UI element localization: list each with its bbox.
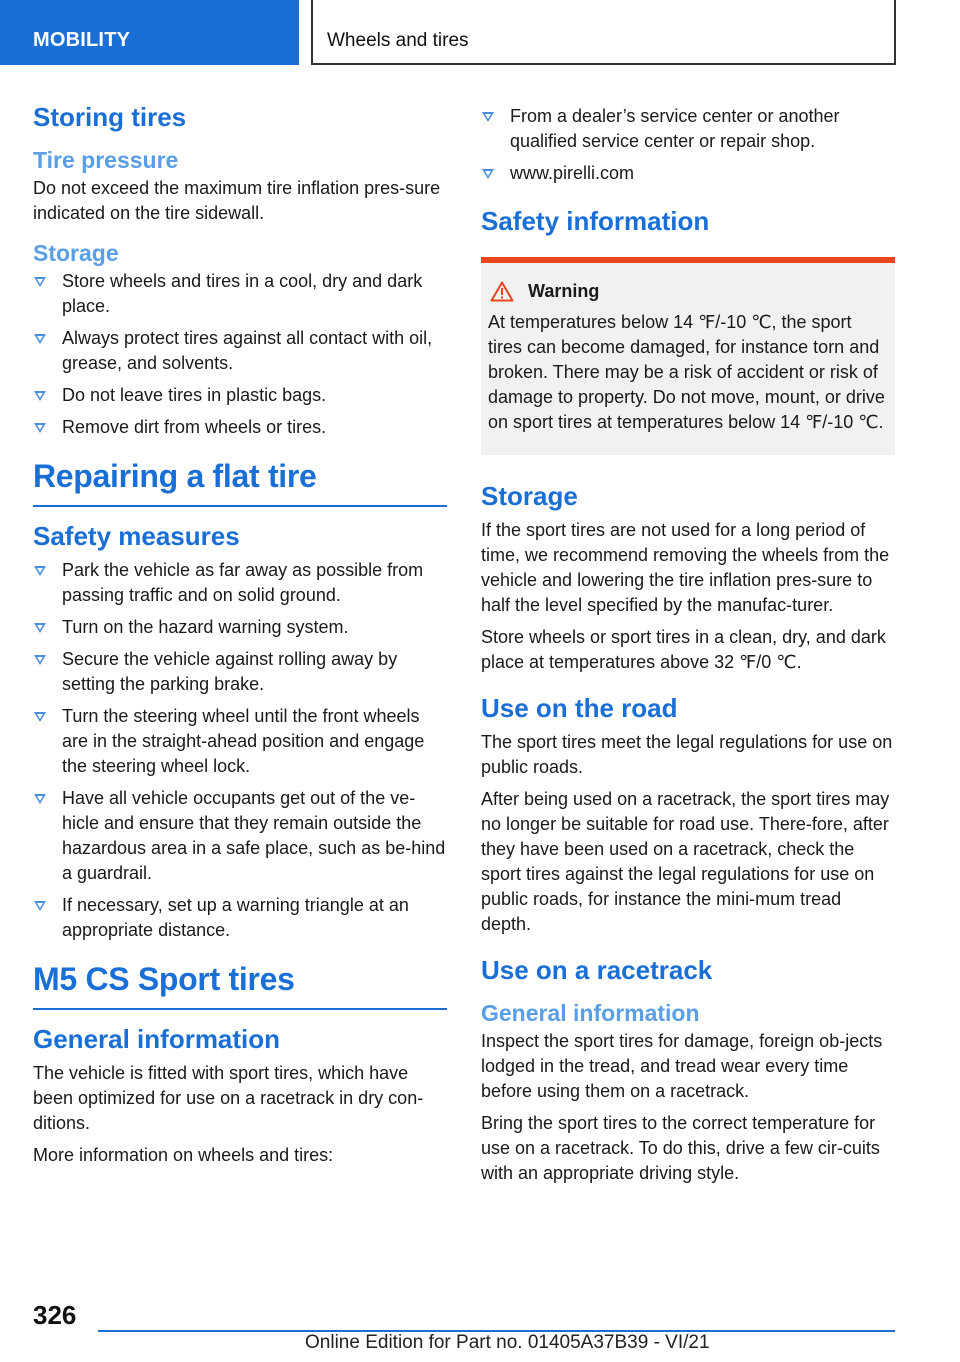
road-text-1: The sport tires meet the legal regulations for use on public roads. xyxy=(481,732,893,777)
repairing-flat-tire-heading: Repairing a flat tire xyxy=(33,458,447,507)
storage-heading: Storage xyxy=(33,240,119,266)
warning-label: Warning xyxy=(528,281,600,301)
bullet-triangle-icon xyxy=(34,623,46,633)
warning-title xyxy=(488,281,885,302)
footer-edition: Online Edition for Part no. 01405A37B39 - VI/21 xyxy=(305,1332,710,1353)
general-information-text: The vehicle is fitted with sport tires, which have been optimized for use on a racetrack in dry con-ditions. xyxy=(33,1063,424,1133)
right-column xyxy=(481,100,895,1193)
list-item: Remove dirt from wheels or tires. xyxy=(33,415,447,440)
more-information-text: More information on wheels and tires: xyxy=(33,1145,334,1165)
storage-heading: Storage xyxy=(481,481,578,511)
list-item: Park the vehicle as far away as possible from passing traffic and on solid ground. xyxy=(33,558,447,608)
bullet-triangle-icon xyxy=(34,391,46,401)
more-information-list xyxy=(481,104,895,186)
storing-tires-heading: Storing tires xyxy=(33,102,187,132)
list-item: Always protect tires against all contact with oil, grease, and solvents. xyxy=(33,326,447,376)
bullet-triangle-icon xyxy=(34,655,46,665)
list-item: Store wheels and tires in a cool, dry and dark place. xyxy=(33,269,447,319)
use-on-road-heading: Use on the road xyxy=(481,693,678,723)
bullet-triangle-icon xyxy=(34,794,46,804)
list-item: Do not leave tires in plastic bags. xyxy=(33,383,447,408)
warning-text: At temperatures below 14 ℉/-10 ℃, the sport tires can become damaged, for instance torn and broken. There may be a risk of accident or risk of damage to property. Do not move, mount, or drive on sport tires at temperatures below 14 ℉/-10 ℃. xyxy=(488,312,885,432)
list-item: www.pirelli.com xyxy=(481,161,895,186)
safety-measures-list xyxy=(33,558,447,943)
storage-text-2: Store wheels or sport tires in a clean, dry, and dark place at temperatures above 32 ℉/0 ℃. xyxy=(481,627,886,672)
storage-text-1: If the sport tires are not used for a long period of time, we recommend removing the wheels from the vehicle and lowering the tire inflation pres-sure to half the level specified by the manufac-turer. xyxy=(481,520,890,615)
bullet-triangle-icon xyxy=(34,423,46,433)
page-number: 326 xyxy=(33,1300,77,1330)
list-item: Have all vehicle occupants get out of the ve-hicle and ensure that they remain outside the hazardous area in a safe place, such as be-hind a guardrail. xyxy=(33,786,447,886)
chapter-title: Wheels and tires xyxy=(311,0,896,65)
bullet-triangle-icon xyxy=(482,169,494,179)
racetrack-text-1: Inspect the sport tires for damage, foreign ob-jects lodged in the tread, and tread wear every time before using them on a racetrack. xyxy=(481,1031,883,1101)
bullet-triangle-icon xyxy=(34,566,46,576)
bullet-triangle-icon xyxy=(34,277,46,287)
road-text-2: After being used on a racetrack, the sport tires may no longer be suitable for road use. There-fore, after they have been used on a racetrack, check the sport tires against the legal regulations for use on public roads, for instance the mini-mum tread depth. xyxy=(481,789,890,934)
list-item: Turn on the hazard warning system. xyxy=(33,615,447,640)
tire-pressure-text: Do not exceed the maximum tire inflation pres-sure indicated on the tire sidewall. xyxy=(33,178,441,223)
storage-list xyxy=(33,269,447,440)
bullet-triangle-icon xyxy=(34,712,46,722)
list-item: If necessary, set up a warning triangle at an appropriate distance. xyxy=(33,893,447,943)
list-item: Turn the steering wheel until the front wheels are in the straight-ahead position and engage the steering wheel lock. xyxy=(33,704,447,779)
warning-box xyxy=(481,257,895,455)
m5-cs-sport-tires-heading: M5 CS Sport tires xyxy=(33,961,447,1010)
bullet-triangle-icon xyxy=(482,112,494,122)
safety-measures-heading: Safety measures xyxy=(33,521,240,551)
racetrack-text-2: Bring the sport tires to the correct temperature for use on a racetrack. To do this, drive a few cir-cuits with an appropriate driving style. xyxy=(481,1113,880,1183)
general-information-heading: General information xyxy=(33,1024,281,1054)
safety-information-heading: Safety information xyxy=(481,206,710,236)
warning-triangle-icon xyxy=(490,281,514,302)
bullet-triangle-icon xyxy=(34,334,46,344)
use-on-racetrack-heading: Use on a racetrack xyxy=(481,955,713,985)
list-item: From a dealer’s service center or another qualified service center or repair shop. xyxy=(481,104,895,154)
bullet-triangle-icon xyxy=(34,901,46,911)
tire-pressure-heading: Tire pressure xyxy=(33,147,179,173)
left-column xyxy=(33,100,447,1175)
list-item: Secure the vehicle against rolling away by setting the parking brake. xyxy=(33,647,447,697)
section-tab: MOBILITY xyxy=(0,0,299,65)
racetrack-general-information-heading: General information xyxy=(481,1000,700,1026)
